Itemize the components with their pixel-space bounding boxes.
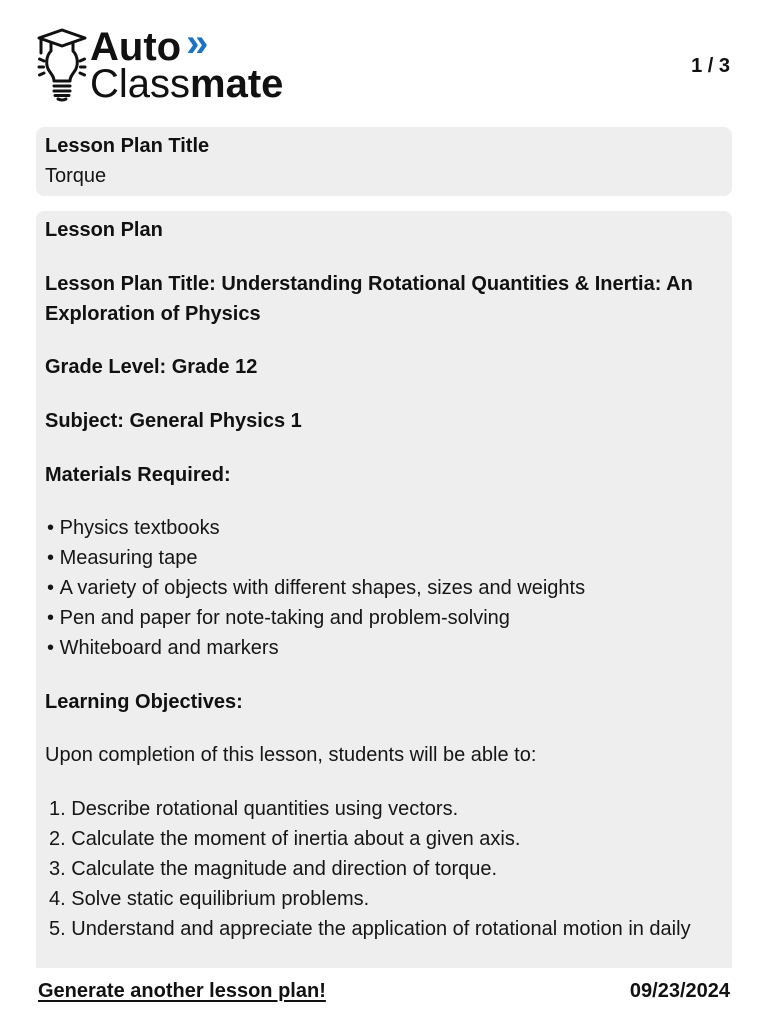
- bullet-marker: •: [47, 547, 55, 570]
- objectives-heading: Learning Objectives:: [45, 690, 243, 713]
- list-item-text: Understand and appreciate the application of rotational motion in daily: [71, 917, 691, 940]
- number-marker: 3.: [49, 857, 66, 880]
- grade-level: Grade Level: Grade 12: [45, 356, 258, 379]
- bulb-base: [54, 86, 70, 100]
- page-indicator: 1 / 3: [691, 55, 730, 77]
- brand-word-class: Class: [90, 62, 191, 106]
- list-item-text: Physics textbooks: [59, 517, 220, 540]
- lesson-plan-full-title: Lesson Plan Title: Understanding Rotational Quantities & Inertia: An Exploration of Physics: [45, 272, 693, 325]
- lesson-title-label: Lesson Plan Title: [45, 135, 210, 157]
- light-rays-left: [39, 59, 44, 75]
- lesson-plan-heading: Lesson Plan: [45, 219, 163, 241]
- bullet-marker: •: [47, 637, 55, 660]
- bullet-marker: •: [47, 517, 55, 540]
- list-item-text: Solve static equilibrium problems.: [71, 887, 370, 910]
- subject: Subject: General Physics 1: [45, 410, 302, 433]
- lesson-title-card: [36, 127, 732, 196]
- lesson-plan-card: [36, 211, 732, 968]
- objectives-intro: Upon completion of this lesson, students will be able to:: [45, 744, 537, 767]
- materials-list: [45, 514, 723, 664]
- generate-another-lesson-plan-link[interactable]: Generate another lesson plan!: [38, 980, 326, 1002]
- light-rays-right: [80, 59, 85, 75]
- number-marker: 1.: [49, 798, 66, 821]
- brand-line-1: [90, 21, 283, 69]
- materials-heading: Materials Required:: [45, 463, 231, 486]
- bullet-marker: •: [47, 577, 55, 600]
- list-item: [45, 544, 723, 574]
- list-item: [45, 514, 723, 544]
- mortarboard: [39, 30, 85, 46]
- list-item-text: Whiteboard and markers: [59, 637, 279, 660]
- objectives-list: [45, 795, 723, 945]
- list-item: [45, 574, 723, 604]
- brand-word-mate: mate: [190, 62, 284, 106]
- list-item-text: Pen and paper for note-taking and problem-solving: [59, 607, 510, 630]
- list-item: [45, 855, 723, 885]
- number-marker: 5.: [49, 917, 66, 940]
- graduation-cap-lightbulb-icon: [36, 28, 88, 102]
- brand-wordmark: [90, 21, 284, 106]
- double-chevron-icon: »: [186, 21, 209, 65]
- number-marker: 4.: [49, 887, 66, 910]
- list-item-text: Calculate the moment of inertia about a given axis.: [71, 828, 521, 851]
- list-item: [45, 604, 723, 634]
- list-item-text: Calculate the magnitude and direction of torque.: [71, 857, 498, 880]
- list-item: [45, 825, 723, 855]
- generated-date: 09/23/2024: [629, 980, 730, 1002]
- bullet-marker: •: [47, 607, 55, 630]
- list-item: [45, 795, 723, 825]
- list-item-text: Measuring tape: [59, 547, 198, 570]
- brand-word-auto: Auto: [90, 25, 182, 69]
- list-item: [45, 915, 723, 945]
- lesson-title-value: Torque: [45, 165, 107, 187]
- list-item: [45, 885, 723, 915]
- bulb-outline: [47, 43, 78, 81]
- number-marker: 2.: [49, 828, 66, 851]
- list-item: [45, 634, 723, 664]
- brand-line-2: [90, 62, 284, 106]
- list-item-text: A variety of objects with different shapes, sizes and weights: [59, 577, 586, 600]
- list-item-text: Describe rotational quantities using vectors.: [71, 798, 459, 821]
